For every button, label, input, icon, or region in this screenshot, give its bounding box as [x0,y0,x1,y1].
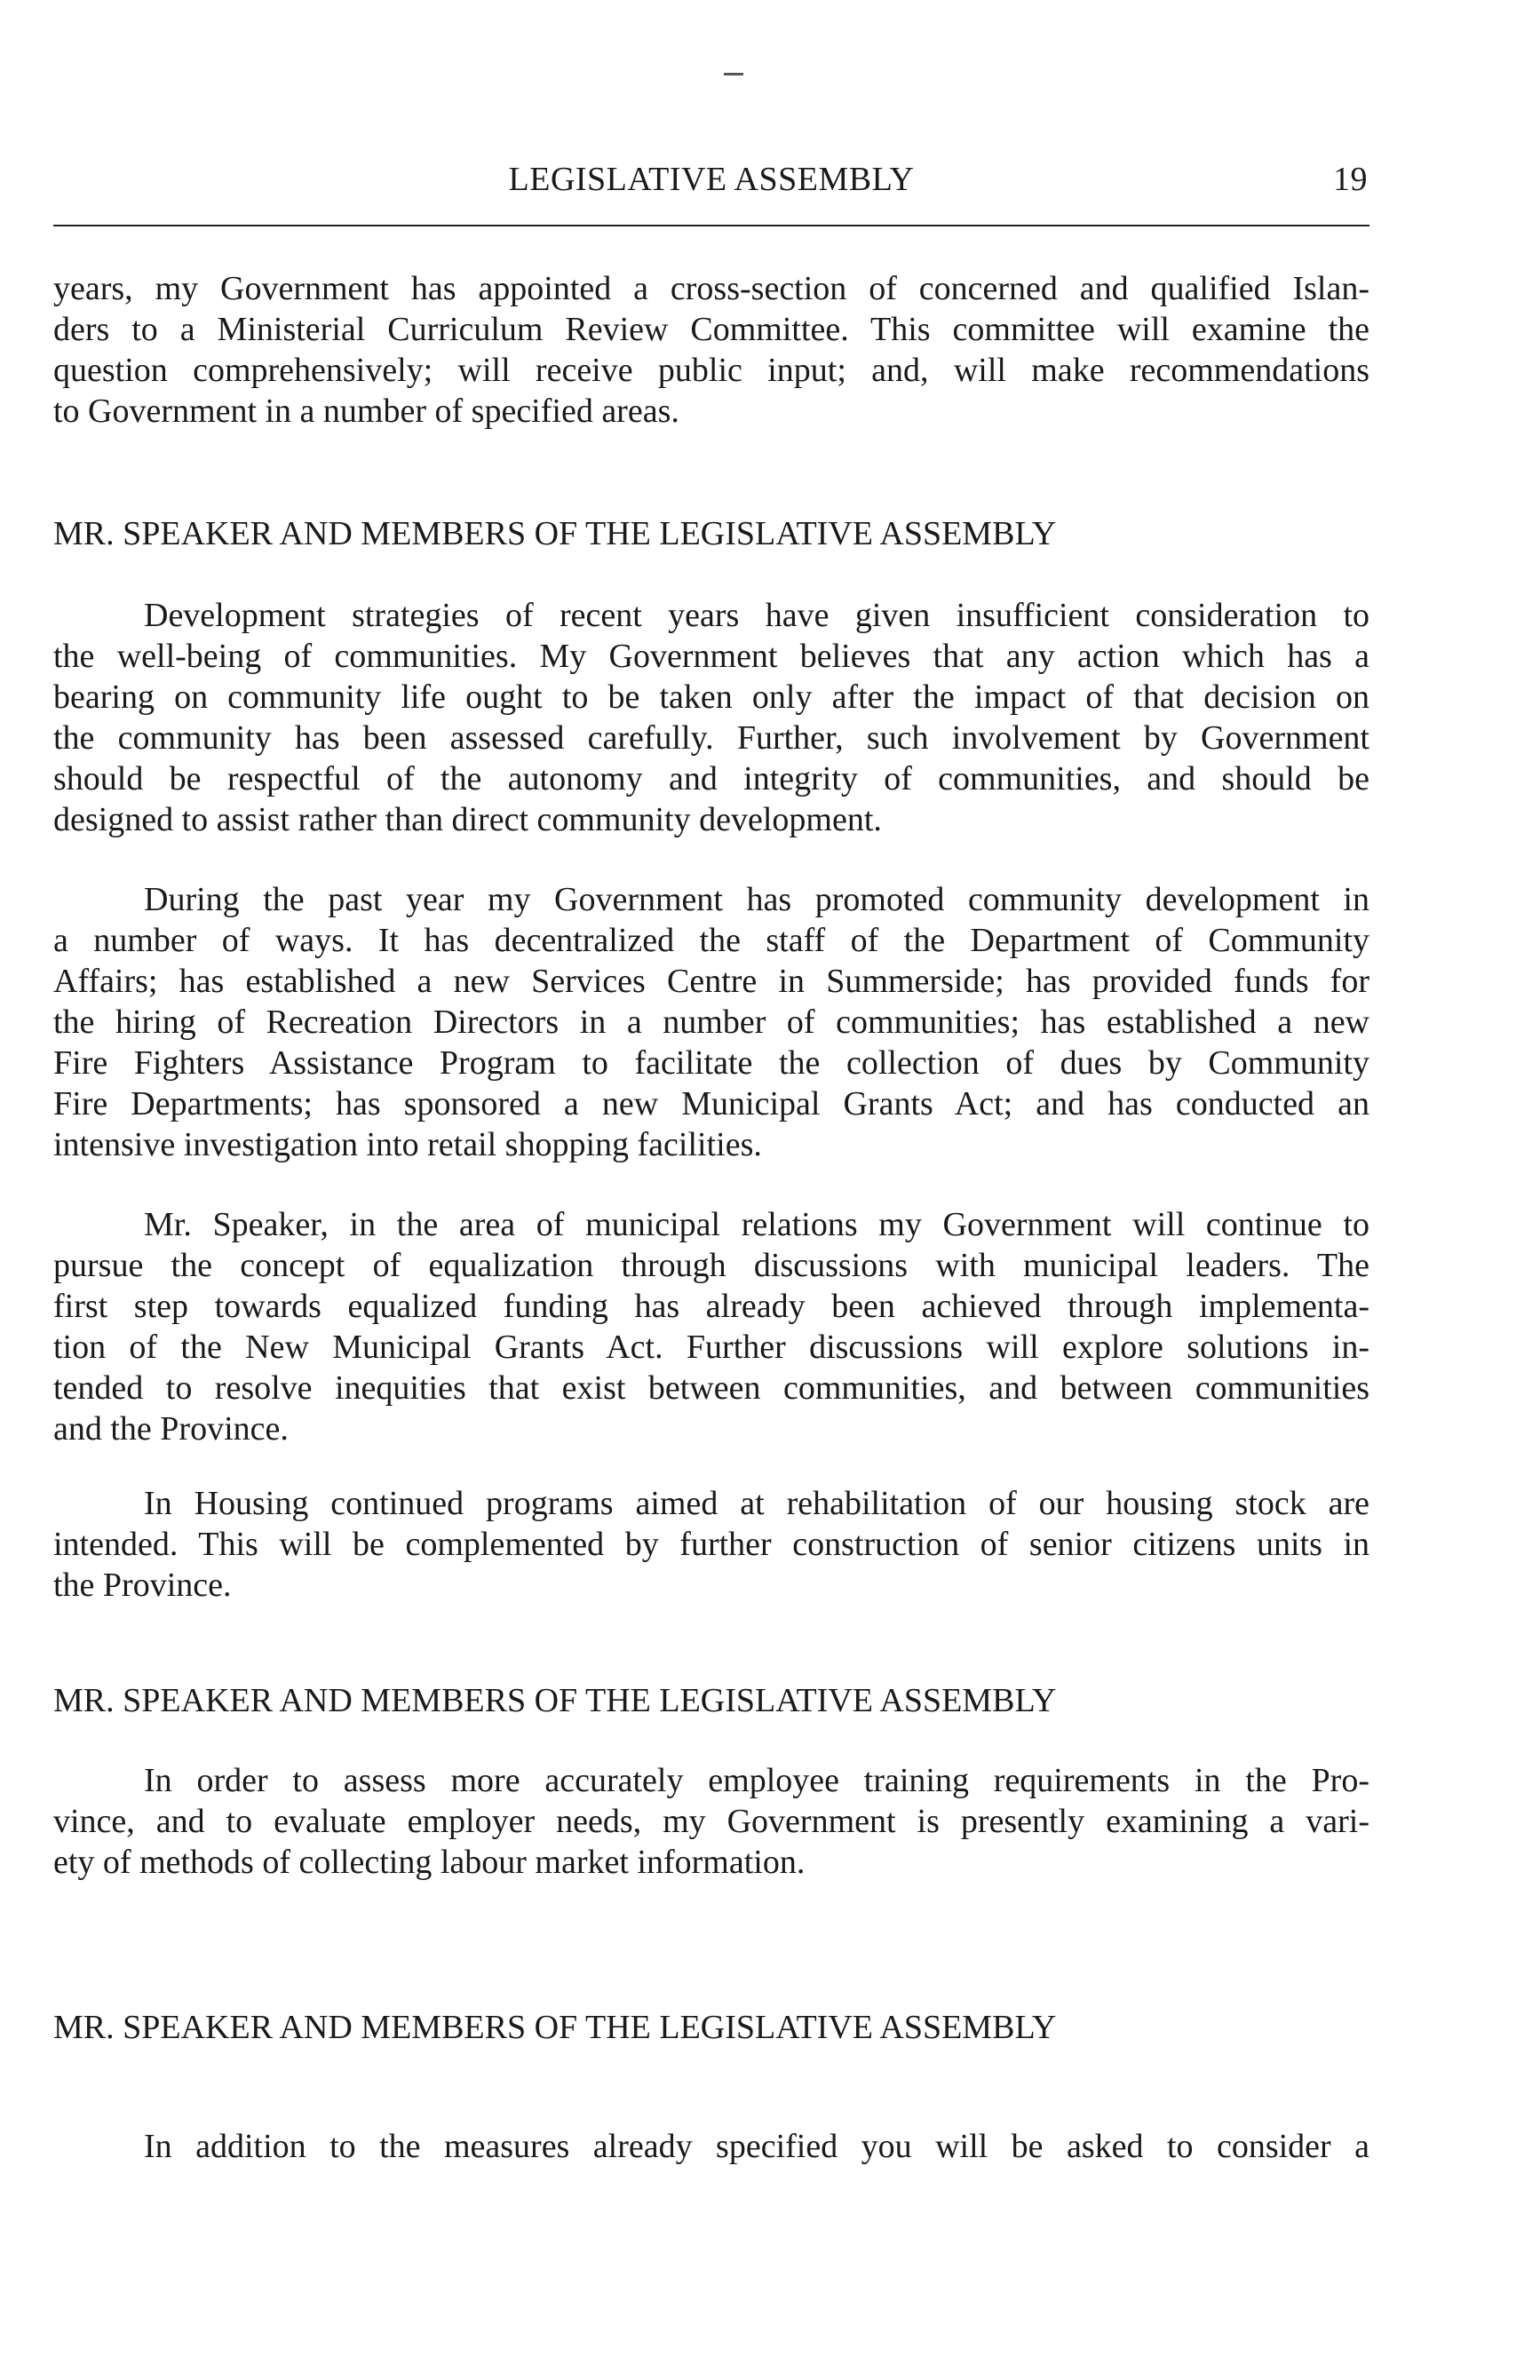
text-line: ders to a Ministerial Curriculum Review Committee. This committee will examine the [53,311,1369,348]
text-line: question comprehensively; will receive public input; and, will make recommendations [53,352,1369,389]
running-head-title: LEGISLATIVE ASSEMBLY [508,161,915,198]
running-head [53,160,1369,204]
text-line: Mr. Speaker, in the area of municipal relations my Government will continue to [144,1206,1369,1243]
paragraph-1 [53,268,1369,432]
paragraph-5 [53,1483,1369,1606]
text-line: should be respectful of the autonomy and integrity of communities, and should be [53,760,1369,797]
section-heading-2: MR. SPEAKER AND MEMBERS OF THE LEGISLATIVE ASSEMBLY [53,1682,1057,1719]
text-line: Fire Fighters Assistance Program to facilitate the collection of dues by Community [53,1044,1369,1082]
text-line: the hiring of Recreation Directors in a number of communities; has established a new [53,1004,1369,1041]
text-line: to Government in a number of specified areas. [53,393,679,430]
text-line: the Province. [53,1567,232,1604]
section-heading-3: MR. SPEAKER AND MEMBERS OF THE LEGISLATIVE ASSEMBLY [53,2009,1057,2046]
text-line: ety of methods of collecting labour market information. [53,1844,806,1881]
scan-mark [724,73,743,75]
header-rule [53,225,1369,226]
text-line: intended. This will be complemented by further construction of senior citizens units in [53,1526,1369,1563]
text-line: tended to resolve inequities that exist between communities, and between communities [53,1369,1369,1407]
text-line: the well-being of communities. My Government believes that any action which has a [53,638,1369,675]
text-line: and the Province. [53,1410,289,1448]
paragraph-2 [53,595,1369,840]
page-number: 19 [1333,161,1368,198]
text-line: a number of ways. It has decentralized the staff of the Department of Community [53,922,1369,959]
text-line: pursue the concept of equalization through discussions with municipal leaders. The [53,1247,1369,1284]
paragraph-7 [53,2126,1369,2167]
text-line: Affairs; has established a new Services Centre in Summerside; has provided funds for [53,963,1369,1000]
text-line: In addition to the measures already specified you will be asked to consider a [144,2128,1369,2165]
text-line: years, my Government has appointed a cross-section of concerned and qualified Islan- [53,270,1369,307]
paragraph-4 [53,1204,1369,1449]
text-line: tion of the New Municipal Grants Act. Further discussions will explore solutions in- [53,1329,1369,1366]
section-heading-1: MR. SPEAKER AND MEMBERS OF THE LEGISLATIVE ASSEMBLY [53,515,1057,552]
text-line: vince, and to evaluate employer needs, my Government is presently examining a vari- [53,1803,1369,1840]
text-line: first step towards equalized funding has already been achieved through implementa- [53,1288,1369,1325]
text-line: In order to assess more accurately employee training requirements in the Pro- [144,1762,1369,1799]
text-line: During the past year my Government has promoted community development in [144,881,1369,918]
text-line: In Housing continued programs aimed at rehabilitation of our housing stock are [144,1485,1369,1522]
text-line: intensive investigation into retail shopping facilities. [53,1126,762,1163]
paragraph-6 [53,1760,1369,1883]
paragraph-3 [53,879,1369,1165]
text-line: Fire Departments; has sponsored a new Municipal Grants Act; and has conducted an [53,1085,1369,1123]
text-line: designed to assist rather than direct community development. [53,801,882,838]
text-line: bearing on community life ought to be taken only after the impact of that decision on [53,678,1369,716]
text-line: the community has been assessed carefully. Further, such involvement by Government [53,719,1369,757]
text-line: Development strategies of recent years have given insufficient consideration to [144,597,1369,634]
